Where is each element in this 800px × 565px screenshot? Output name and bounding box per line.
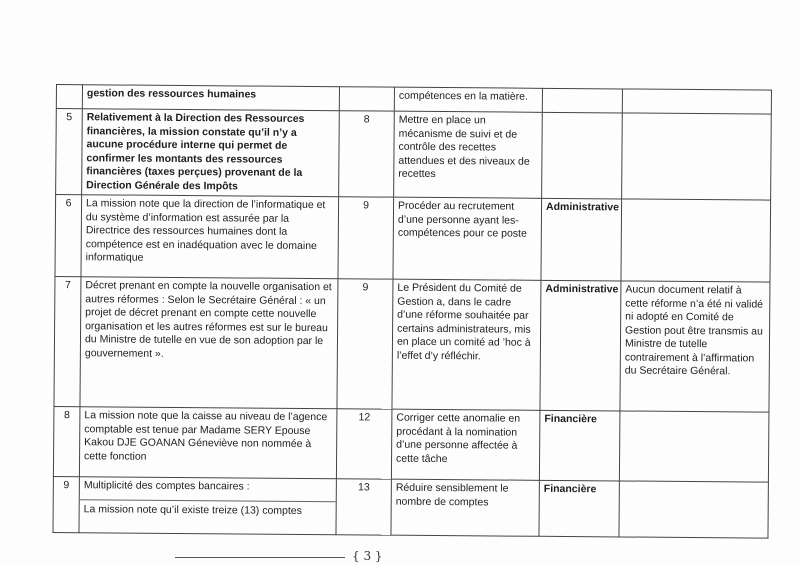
recommendation-number: 12	[336, 409, 392, 479]
nature-cell: Financière	[539, 480, 619, 537]
observation-cell: Décret prenant en compte la nouvelle organisation et autres réformes : Selon le Secrétaire Général : « un projet de décret prenant en compte cette nouvelle organisation et les autres réformes est sur le bureau du Ministre de tutelle en vue de son adoption par le gouvernement ».	[80, 277, 338, 409]
comment-cell	[619, 481, 768, 538]
row-number: 8	[53, 406, 80, 476]
footer-rule	[175, 557, 345, 558]
recommendation-cell: Corriger cette anomalie en procédant à la nomination d’une personne affectée à cette tâche	[391, 409, 540, 480]
recommendation-number: 9	[338, 197, 394, 279]
nature-cell: Administrative	[541, 198, 622, 281]
comment-cell: Aucun document relatif à cette réforme n’a été ni validé ni adopté en Comité de Gestion pout être transmis au Ministre de tutelle contrairement à l’affirmation du Secrétaire Général.	[620, 281, 770, 412]
recommendation-number: 8	[339, 111, 395, 197]
observation-cell: La mission note que la direction de l’informatique et du système d’information est assurée par la Directrice des ressources humaines dont la compétence est en inadéquation avec le domaine informatique	[81, 195, 339, 279]
recommendation-cell: Le Président du Comité de Gestion a, dans le cadre d’une réforme souhaitée par certains administrateurs, mis en place un comité ad ’hoc à l’effet d’y réfléchir.	[392, 279, 541, 410]
recommendation-cell: Réduire sensiblement le nombre de comptes	[391, 479, 539, 536]
nature-cell: Financière	[539, 410, 620, 481]
page-number: { 3 }	[352, 549, 383, 563]
comment-cell	[622, 89, 771, 114]
observation-cell: Relativement à la Direction des Ressources financières, la mission constate qu’il n’y a aucune procédure interne qui permet de confirmer les montants des ressources financières (taxes perçues) provenant de la Direction Générale des Impôts	[82, 109, 340, 197]
observation-cell	[79, 477, 336, 535]
nature-cell	[542, 88, 622, 113]
nature-cell	[542, 112, 623, 199]
recommendation-cell: Mettre en place un mécanisme de suivi et de contrôle des recettes attendues et des niveaux de recettes	[394, 111, 543, 198]
row-number: 5	[56, 109, 83, 195]
recommendation-number	[339, 87, 394, 111]
cell-divider	[80, 493, 336, 502]
comment-cell	[619, 411, 769, 482]
observation-cell: La mission note que la caisse au niveau de l’agence comptable est tenue par Madame SERY Epouse Kakou DJE GOANAN Géneviève non nommée à cette fonction	[79, 407, 337, 479]
observation-detail: La mission note qu’il existe treize (13) comptes	[83, 502, 302, 517]
table-row	[56, 109, 772, 201]
comment-cell	[622, 113, 772, 200]
recommendation-cell: Procéder au recrutement d’une personne ayant les-compétences pour ce poste	[393, 197, 542, 280]
recommendation-number: 13	[336, 479, 391, 535]
comment-cell	[621, 199, 771, 282]
row-number: 6	[55, 195, 82, 277]
observation-cell: gestion des ressources humaines	[82, 85, 339, 111]
table-row	[54, 276, 770, 412]
recommendations-table	[52, 84, 772, 539]
table-row	[53, 406, 769, 482]
observation-heading: Multiplicité des comptes bancaires :	[83, 479, 250, 493]
row-number: 9	[53, 476, 79, 532]
table-row	[53, 476, 768, 538]
recommendation-number: 9	[337, 279, 393, 409]
row-number	[56, 85, 82, 109]
recommendation-cell: compétences en la matière.	[394, 87, 542, 112]
row-number: 7	[54, 276, 81, 406]
table-row	[55, 195, 771, 283]
nature-cell: Administrative	[540, 280, 621, 411]
